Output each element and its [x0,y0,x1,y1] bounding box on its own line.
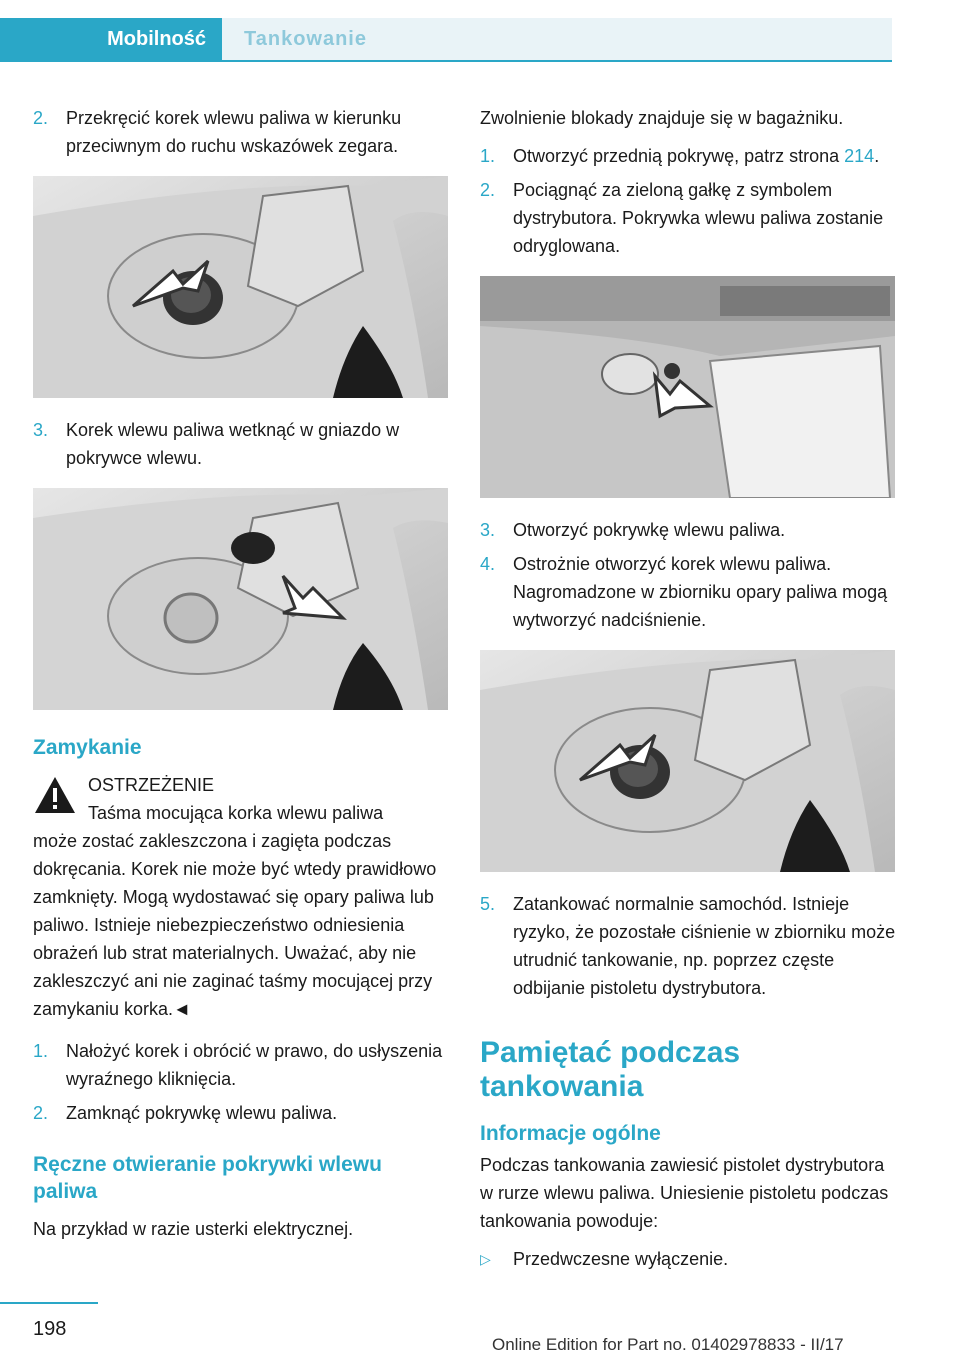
left-column [33,104,448,1243]
step-number: 1. [480,146,496,166]
step-number: 3. [33,420,49,440]
section-heading-zamykanie: Zamykanie [33,736,142,759]
step-text-end: . [874,146,880,166]
section-heading-manual: Ręczne otwieranie pokrywki wlewu paliwa [33,1153,382,1203]
subsection-heading-general: Informacje ogólne [480,1122,661,1145]
fuel-cap-holder-image [33,488,448,710]
right-column [480,104,896,1273]
warning-triangle-icon [33,775,77,815]
step-number: 2. [33,1103,49,1123]
step-item [480,142,896,170]
tab-mobilnosc[interactable]: Mobilność [0,18,222,60]
step-number: 3. [480,520,496,540]
page-header [0,0,960,62]
header-divider [0,60,892,62]
step-text: Zamknąć pokrywkę wlewu paliwa. [66,1103,338,1123]
intro-text: Zwolnienie blokady znajduje się w bagażniku. [480,108,844,128]
list-item [480,1245,896,1273]
warning-box [33,771,448,1023]
step-item [33,104,448,160]
fuel-cap-unscrew-image [33,176,448,398]
tab-tankowanie[interactable]: Tankowanie [222,18,892,60]
step-number: 2. [480,180,496,200]
warning-lead: Taśma mocująca korka wlewu paliwa [88,803,384,823]
step-item [480,550,896,634]
step-item [480,890,896,1002]
step-item [480,176,896,260]
bullet-triangle-icon: ▷ [480,1251,491,1267]
edition-note: Online Edition for Part no. 01402978833 - II/17 [492,1335,844,1354]
step-text: Przekręcić korek wlewu paliwa w kierunku przeciwnym do ruchu wskazówek zegara. [66,108,402,156]
footer-divider [0,1302,98,1304]
fuel-cap-open-image [480,650,895,872]
step-item [33,1037,448,1093]
step-text: Otworzyć pokrywkę wlewu paliwa. [513,520,786,540]
step-text: Nałożyć korek i obrócić w prawo, do usłyszenia wyraźnego kliknięcia. [66,1041,443,1089]
warning-text: może zostać zakleszczona i zagięta podczas dokręcania. Korek nie może być wtedy prawidłowo zamknięty. Mogą wydostawać się opary paliwa lub paliwo. Istnieje niebezpieczeństwo odniesienia obrażeń lub strat materialnych. Uważać, aby nie zakleszczyć ani nie zaginać taśmy mocującej przy zamykaniu korka.◄ [33,831,437,1019]
step-number: 2. [33,108,49,128]
step-number: 5. [480,894,496,914]
step-text: Otworzyć przednią pokrywę, patrz strona [513,146,845,166]
step-item [33,1099,448,1127]
page-link[interactable]: 214 [844,146,875,166]
step-item [480,516,896,544]
trunk-release-image [480,276,895,498]
step-text: Pociągnąć za zieloną gałkę z symbolem dystrybutora. Pokrywka wlewu paliwa zostanie odryglowana. [513,180,884,256]
general-text: Podczas tankowania zawiesić pistolet dystrybutora w rurze wlewu paliwa. Uniesienie pistoletu podczas tankowania powoduje: [480,1155,889,1231]
step-item [33,416,448,472]
page-number: 198 [33,1318,67,1340]
step-text: Zatankować normalnie samochód. Istnieje ryzyko, że pozostałe ciśnienie w zbiorniku może utrudnić tankowanie, np. poprzez częste odbijanie pistoletu dystrybutora. [513,894,896,998]
step-text: Ostrożnie otworzyć korek wlewu paliwa. Nagromadzone w zbiorniku opary paliwa mogą wytworzyć nadciśnienie. [513,554,888,630]
step-text: Korek wlewu paliwa wetknąć w gniazdo w pokrywce wlewu. [66,420,400,468]
manual-text: Na przykład w razie usterki elektrycznej. [33,1219,354,1239]
step-number: 4. [480,554,496,574]
section-heading-refueling: Pamiętać podczas tankowania [480,1036,741,1103]
step-number: 1. [33,1041,49,1061]
warning-title: OSTRZEŻENIE [88,775,215,795]
bullet-text: Przedwczesne wyłączenie. [513,1249,729,1269]
